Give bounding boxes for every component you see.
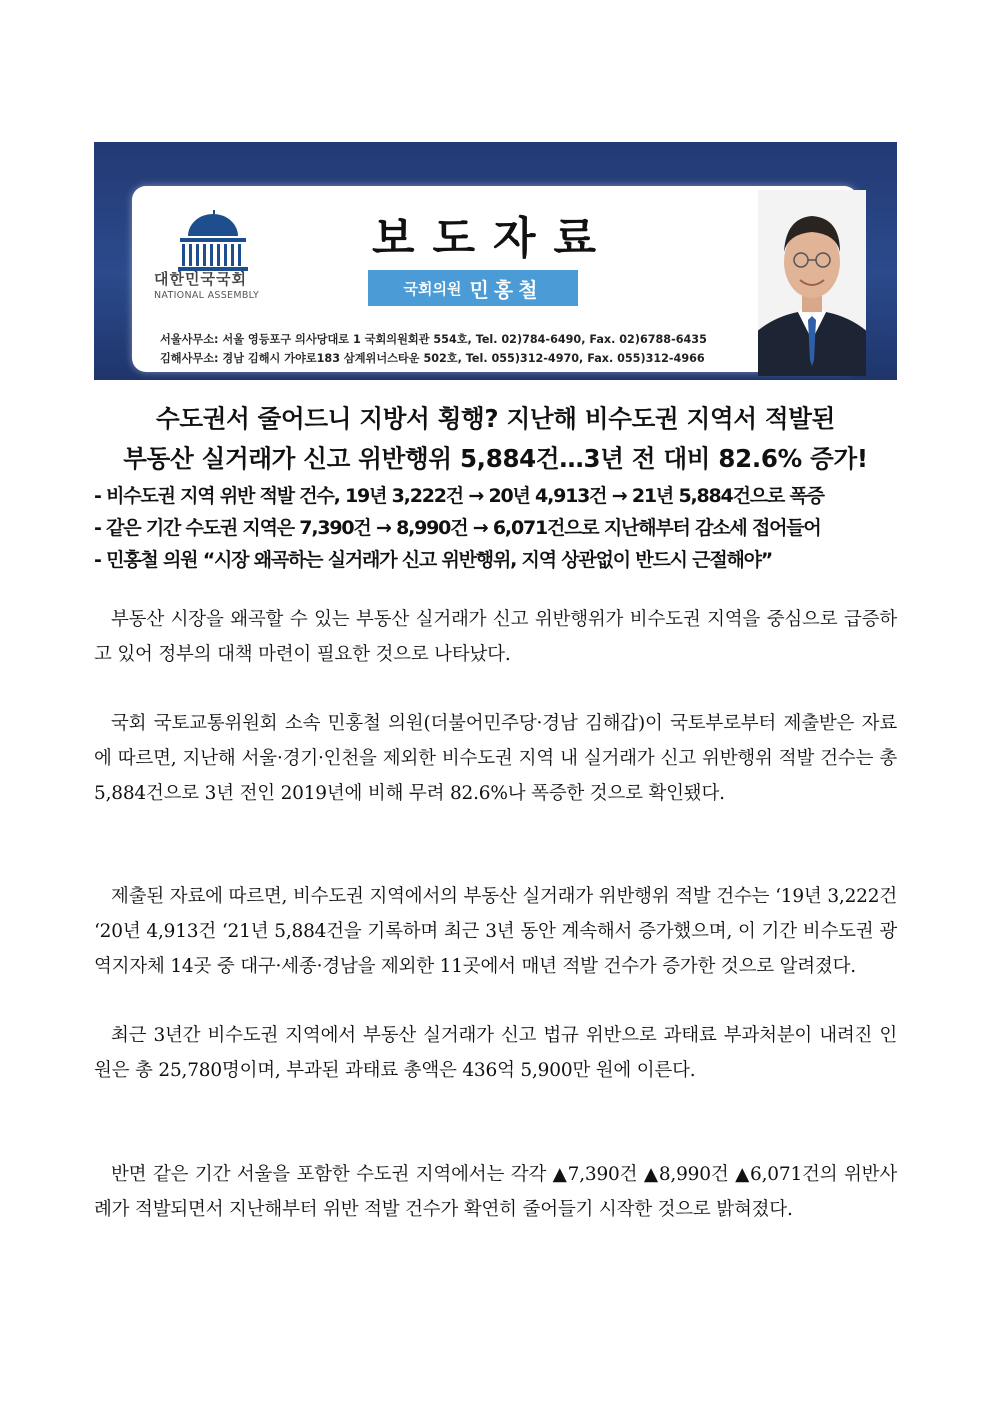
subhead-1: - 비수도권 지역 위반 적발 건수, 19년 3,222건 → 20년 4,913건 → 21년 5,884건으로 폭증	[94, 485, 824, 507]
paragraph-5: 반면 같은 기간 서울을 포함한 수도권 지역에서는 각각 ▲7,390건 ▲8,990건 ▲6,071건의 위반사례가 적발되면서 지난해부터 위반 적발 건수가 확연히 줄어들기 시작한 것으로 밝혀졌다.	[94, 1164, 897, 1220]
logo-korean-text: 대한민국국회	[154, 270, 247, 288]
member-portrait	[758, 190, 866, 376]
office-seoul: 서울사무소: 서울 영등포구 의사당대로 1 국회의원회관 554호, Tel. 02)784-6490, Fax. 02)6788-6435	[160, 333, 707, 346]
member-label	[368, 270, 578, 306]
press-release-banner	[94, 142, 897, 380]
headline-line-2: 부동산 실거래가 신고 위반행위 5,884건…3년 전 대비 82.6% 증가!	[123, 444, 868, 473]
logo-english-text: NATIONAL ASSEMBLY	[154, 290, 260, 301]
member-name: 민홍철	[469, 277, 543, 302]
paragraph-3: 제출된 자료에 따르면, 비수도권 지역에서의 부동산 실거래가 위반행위 적발 건수는 ‘19년 3,222건 ‘20년 4,913건 ‘21년 5,884건을 기록하며 최근 3년 동안 계속해서 증가했으며, 이 기간 비수도권 광역지자체 14곳 중 대구·세종·경남을 제외한 11곳에서 매년 적발 건수가 증가한 것으로 알려졌다.	[94, 886, 897, 977]
subhead-3: - 민홍철 의원 “시장 왜곡하는 실거래가 신고 위반행위, 지역 상관없이 반드시 근절해야”	[94, 549, 773, 571]
office-gimhae: 김해사무소: 경남 김해시 가야로183 삼계위너스타운 502호, Tel. 055)312-4970, Fax. 055)312-4966	[160, 352, 705, 365]
member-prefix: 국회의원	[403, 279, 462, 298]
banner-card	[132, 186, 858, 372]
paragraph-2: 국회 국토교통위원회 소속 민홍철 의원(더불어민주당·경남 김해갑)이 국토부로부터 제출받은 자료에 따르면, 지난해 서울·경기·인천을 제외한 비수도권 지역 내 실거래가 신고 위반행위 적발 건수는 총 5,884건으로 3년 전인 2019년에 비해 무려 82.6%나 폭증한 것으로 확인됐다.	[94, 713, 897, 804]
subhead-2: - 같은 기간 수도권 지역은 7,390건 → 8,990건 → 6,071건으로 지난해부터 감소세 접어들어	[94, 517, 821, 539]
paragraph-4: 최근 3년간 비수도권 지역에서 부동산 실거래가 신고 법규 위반으로 과태료 부과처분이 내려진 인원은 총 25,780명이며, 부과된 과태료 총액은 436억 5,900만 원에 이른다.	[94, 1025, 897, 1081]
press-release-title: 보도자료	[372, 213, 615, 264]
paragraph-1: 부동산 시장을 왜곡할 수 있는 부동산 실거래가 신고 위반행위가 비수도권 지역을 중심으로 급증하고 있어 정부의 대책 마련이 필요한 것으로 나타났다.	[94, 609, 897, 665]
headline-line-1: 수도권서 줄어드니 지방서 횡행? 지난해 비수도권 지역서 적발된	[155, 404, 836, 433]
